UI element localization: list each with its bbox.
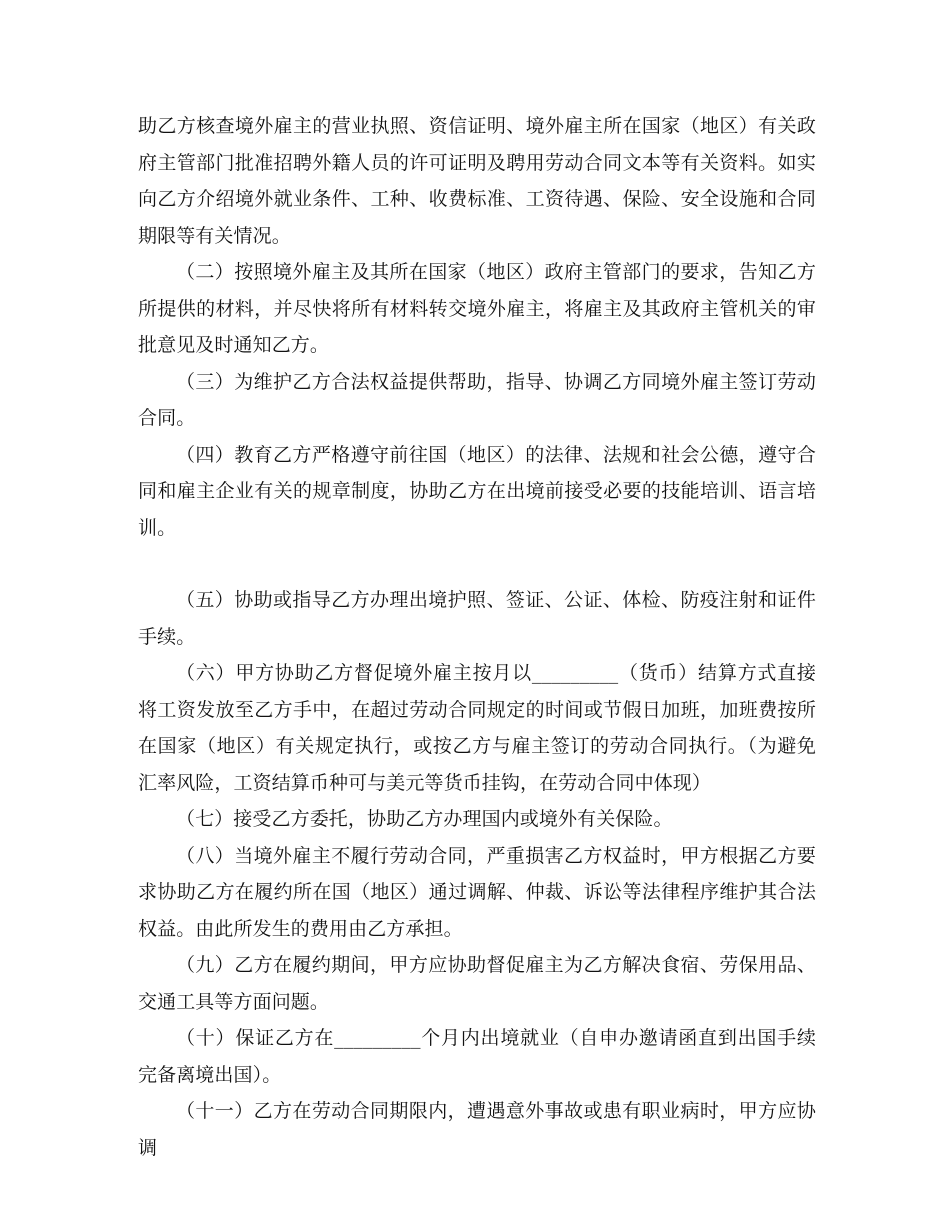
paragraph-item-9: （九）乙方在履约期间，甲方应协助督促雇主为乙方解决食宿、劳保用品、交通工具等方面问题。 bbox=[138, 954, 816, 1013]
document-body bbox=[138, 108, 816, 1166]
paragraph-item-6: （六）甲方协助乙方督促境外雇主按月以_________（货币）结算方式直接将工资发放至乙方手中，在超过劳动合同规定的时间或节假日加班，加班费按所在国家（地区）有关规定执行，或按乙方与雇主签订的劳动合同执行。（为避免汇率风险，工资结算币种可与美元等货币挂钩，在劳动合同中体现） bbox=[138, 662, 816, 794]
paragraph-item-2: （二）按照境外雇主及其所在国家（地区）政府主管部门的要求，告知乙方所提供的材料，并尽快将所有材料转交境外雇主，将雇主及其政府主管机关的审批意见及时通知乙方。 bbox=[138, 261, 816, 356]
paragraph-item-3: （三）为维护乙方合法权益提供帮助，指导、协调乙方同境外雇主签订劳动合同。 bbox=[138, 370, 816, 429]
blank-line bbox=[138, 546, 816, 582]
paragraph-item-5: （五）协助或指导乙方办理出境护照、签证、公证、体检、防疫注射和证件手续。 bbox=[138, 589, 816, 648]
paragraph-continuation: 助乙方核查境外雇主的营业执照、资信证明、境外雇主所在国家（地区）有关政府主管部门批准招聘外籍人员的许可证明及聘用劳动合同文本等有关资料。如实向乙方介绍境外就业条件、工种、收费标准、工资待遇、保险、安全设施和合同期限等有关情况。 bbox=[138, 115, 816, 247]
paragraph-item-4: （四）教育乙方严格遵守前往国（地区）的法律、法规和社会公德，遵守合同和雇主企业有关的规章制度，协助乙方在出境前接受必要的技能培训、语言培训。 bbox=[138, 443, 816, 539]
paragraph-item-10: （十）保证乙方在_________个月内出境就业（自申办邀请函直到出国手续完备离境出国）。 bbox=[138, 1027, 816, 1086]
paragraph-item-7: （七）接受乙方委托，协助乙方办理国内或境外有关保险。 bbox=[176, 808, 673, 830]
paragraph-item-11: （十一）乙方在劳动合同期限内，遭遇意外事故或患有职业病时，甲方应协调 bbox=[138, 1100, 816, 1159]
paragraph-item-8: （八）当境外雇主不履行劳动合同，严重损害乙方权益时，甲方根据乙方要求协助乙方在履约所在国（地区）通过调解、仲裁、诉讼等法律程序维护其合法权益。由此所发生的费用由乙方承担。 bbox=[138, 844, 816, 940]
